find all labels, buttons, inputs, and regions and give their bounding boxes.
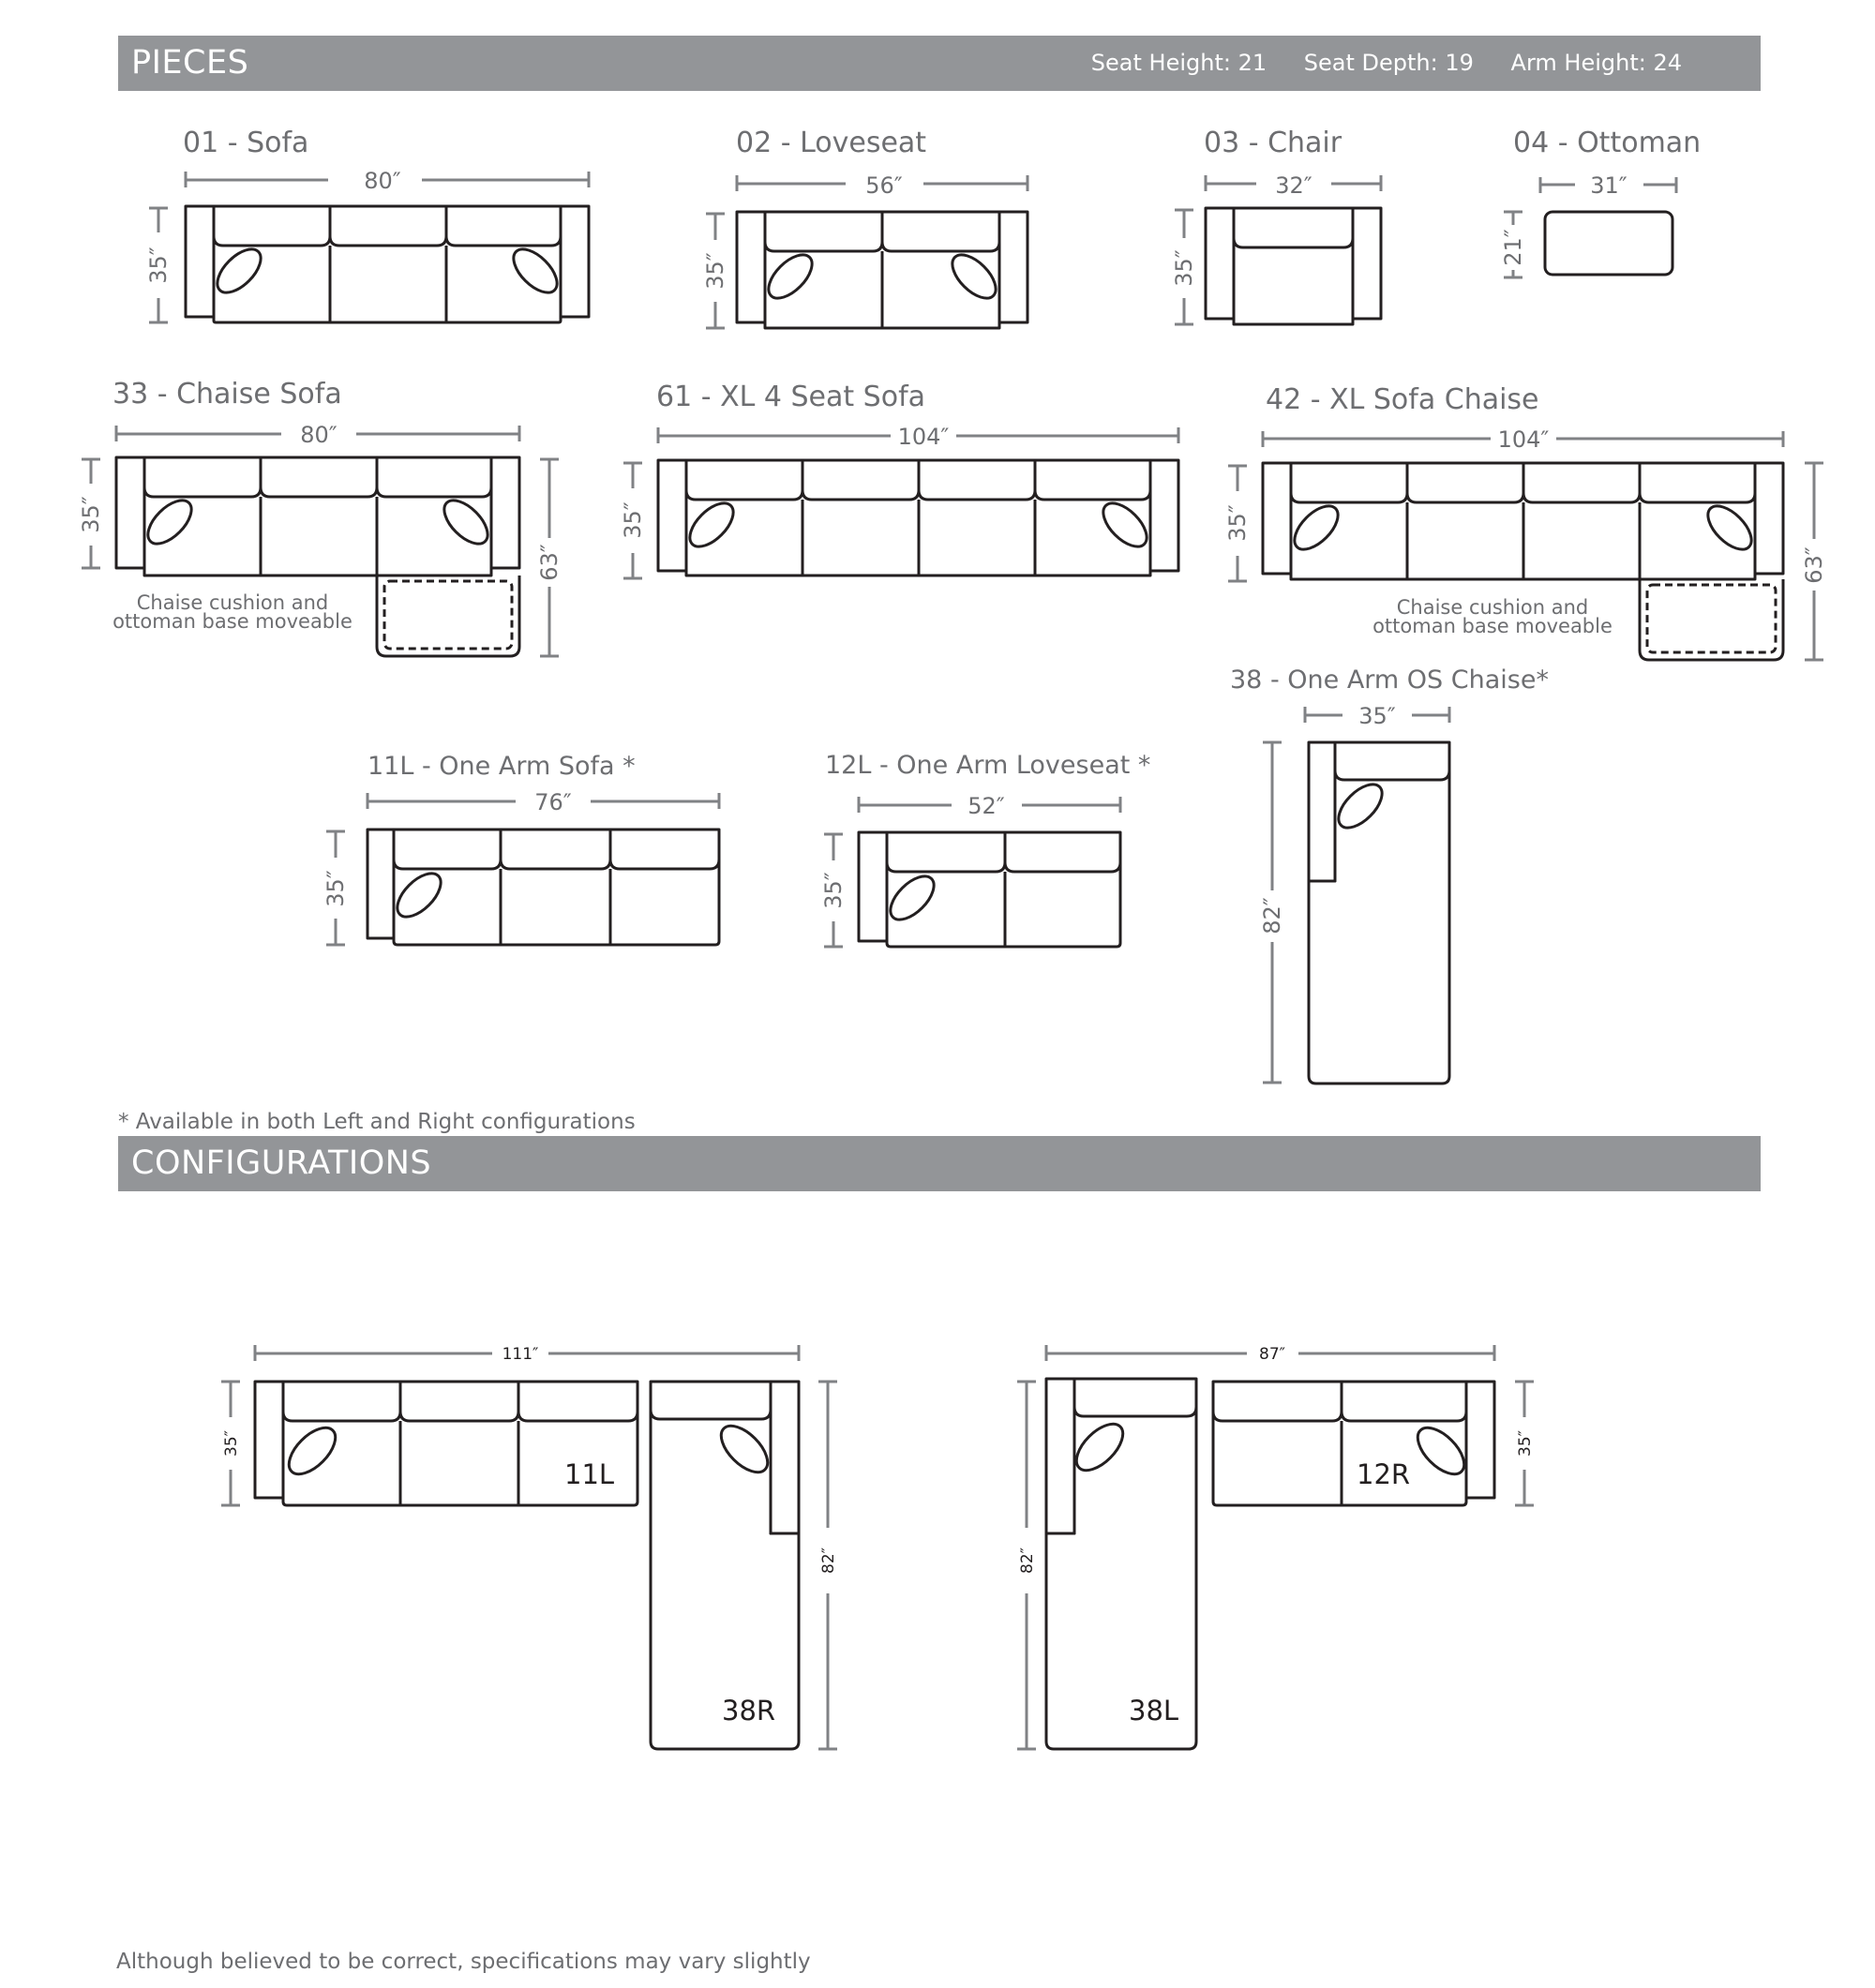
config-1-width-label: 111″ bbox=[502, 1345, 539, 1364]
xl-4-seat-sofa-drawing bbox=[658, 460, 1178, 575]
one-arm-loveseat-depth-label: 35″ bbox=[820, 872, 847, 909]
config-2-piece-b-label: 38L bbox=[1129, 1695, 1179, 1726]
xl-4-seat-sofa-depth-label: 35″ bbox=[620, 501, 646, 539]
chaise-sofa-depth-label: 35″ bbox=[78, 496, 104, 533]
chaise-sofa-total-depth-label: 63″ bbox=[536, 544, 562, 581]
one-arm-os-chaise-length-label: 82″ bbox=[1259, 897, 1285, 934]
one-arm-os-chaise-width-label: 35″ bbox=[1358, 703, 1396, 729]
xl-sofa-chaise-note-line-1: Chaise cushion and bbox=[1396, 596, 1589, 619]
sofa-drawing bbox=[186, 206, 589, 322]
loveseat-title: 02 - Loveseat bbox=[736, 127, 927, 159]
ottoman-title: 04 - Ottoman bbox=[1513, 127, 1702, 159]
config-1-depth-label: 35″ bbox=[222, 1430, 241, 1457]
chair-title: 03 - Chair bbox=[1204, 127, 1342, 159]
ottoman-width-label: 31″ bbox=[1590, 172, 1628, 199]
config-1-piece-a-label: 11L bbox=[564, 1458, 615, 1490]
config-2-piece-a-label: 12R bbox=[1357, 1458, 1411, 1490]
config-1-piece-b-label: 38R bbox=[722, 1695, 776, 1726]
one-arm-os-chaise-title: 38 - One Arm OS Chaise* bbox=[1230, 665, 1549, 695]
xl-sofa-chaise-depth-label: 35″ bbox=[1224, 504, 1251, 542]
one-arm-sofa-drawing bbox=[368, 830, 719, 945]
ottoman-depth-label: 21″ bbox=[1500, 229, 1526, 266]
one-arm-loveseat-title: 12L - One Arm Loveseat * bbox=[825, 751, 1151, 780]
config-2-depth-label: 35″ bbox=[1516, 1430, 1535, 1457]
chair-drawing bbox=[1206, 208, 1381, 324]
loveseat-drawing bbox=[737, 212, 1028, 328]
dimension-lines bbox=[82, 172, 1823, 1749]
one-arm-sofa-title: 11L - One Arm Sofa * bbox=[368, 752, 636, 781]
availability-note: * Available in both Left and Right configurations bbox=[118, 1110, 636, 1134]
one-arm-loveseat-width-label: 52″ bbox=[968, 793, 1005, 819]
sofa-width-label: 80″ bbox=[364, 168, 401, 194]
configurations-header-title: CONFIGURATIONS bbox=[131, 1144, 432, 1182]
sofa-title: 01 - Sofa bbox=[183, 127, 309, 159]
config-2-length-label: 82″ bbox=[1018, 1547, 1037, 1574]
xl-sofa-chaise-width-label: 104″ bbox=[1497, 426, 1550, 453]
configuration-2-drawing bbox=[1046, 1379, 1494, 1749]
chair-depth-label: 35″ bbox=[1171, 249, 1197, 287]
one-arm-sofa-depth-label: 35″ bbox=[322, 870, 349, 907]
chair-width-label: 32″ bbox=[1275, 172, 1312, 199]
xl-sofa-chaise-title: 42 - XL Sofa Chaise bbox=[1266, 383, 1539, 416]
config-1-length-label: 82″ bbox=[819, 1547, 838, 1574]
arm-height-spec: Arm Height: 24 bbox=[1510, 50, 1682, 76]
sofa-depth-label: 35″ bbox=[145, 247, 172, 284]
loveseat-depth-label: 35″ bbox=[702, 252, 728, 290]
xl-4-seat-sofa-width-label: 104″ bbox=[897, 424, 950, 450]
chaise-sofa-title: 33 - Chaise Sofa bbox=[112, 378, 342, 411]
config-2-width-label: 87″ bbox=[1259, 1345, 1285, 1364]
chaise-sofa-note-line-2: ottoman base moveable bbox=[112, 610, 352, 633]
chaise-sofa-note-line-1: Chaise cushion and bbox=[136, 591, 329, 614]
xl-sofa-chaise-note-line-2: ottoman base moveable bbox=[1372, 615, 1612, 637]
chaise-sofa-width-label: 80″ bbox=[300, 422, 338, 448]
one-arm-os-chaise-drawing bbox=[1309, 742, 1449, 1084]
footer-disclaimer: Although believed to be correct, specifications may vary slightly bbox=[116, 1950, 811, 1974]
loveseat-width-label: 56″ bbox=[865, 172, 903, 199]
seat-depth-spec: Seat Depth: 19 bbox=[1303, 50, 1474, 76]
xl-sofa-chaise-total-depth-label: 63″ bbox=[1801, 546, 1827, 584]
seat-height-spec: Seat Height: 21 bbox=[1090, 50, 1268, 76]
configuration-1-drawing bbox=[255, 1382, 799, 1749]
ottoman-drawing bbox=[1545, 212, 1672, 275]
one-arm-sofa-width-label: 76″ bbox=[534, 789, 572, 815]
xl-4-seat-sofa-title: 61 - XL 4 Seat Sofa bbox=[656, 381, 926, 413]
one-arm-loveseat-drawing bbox=[859, 832, 1120, 947]
pieces-header-title: PIECES bbox=[131, 44, 249, 82]
